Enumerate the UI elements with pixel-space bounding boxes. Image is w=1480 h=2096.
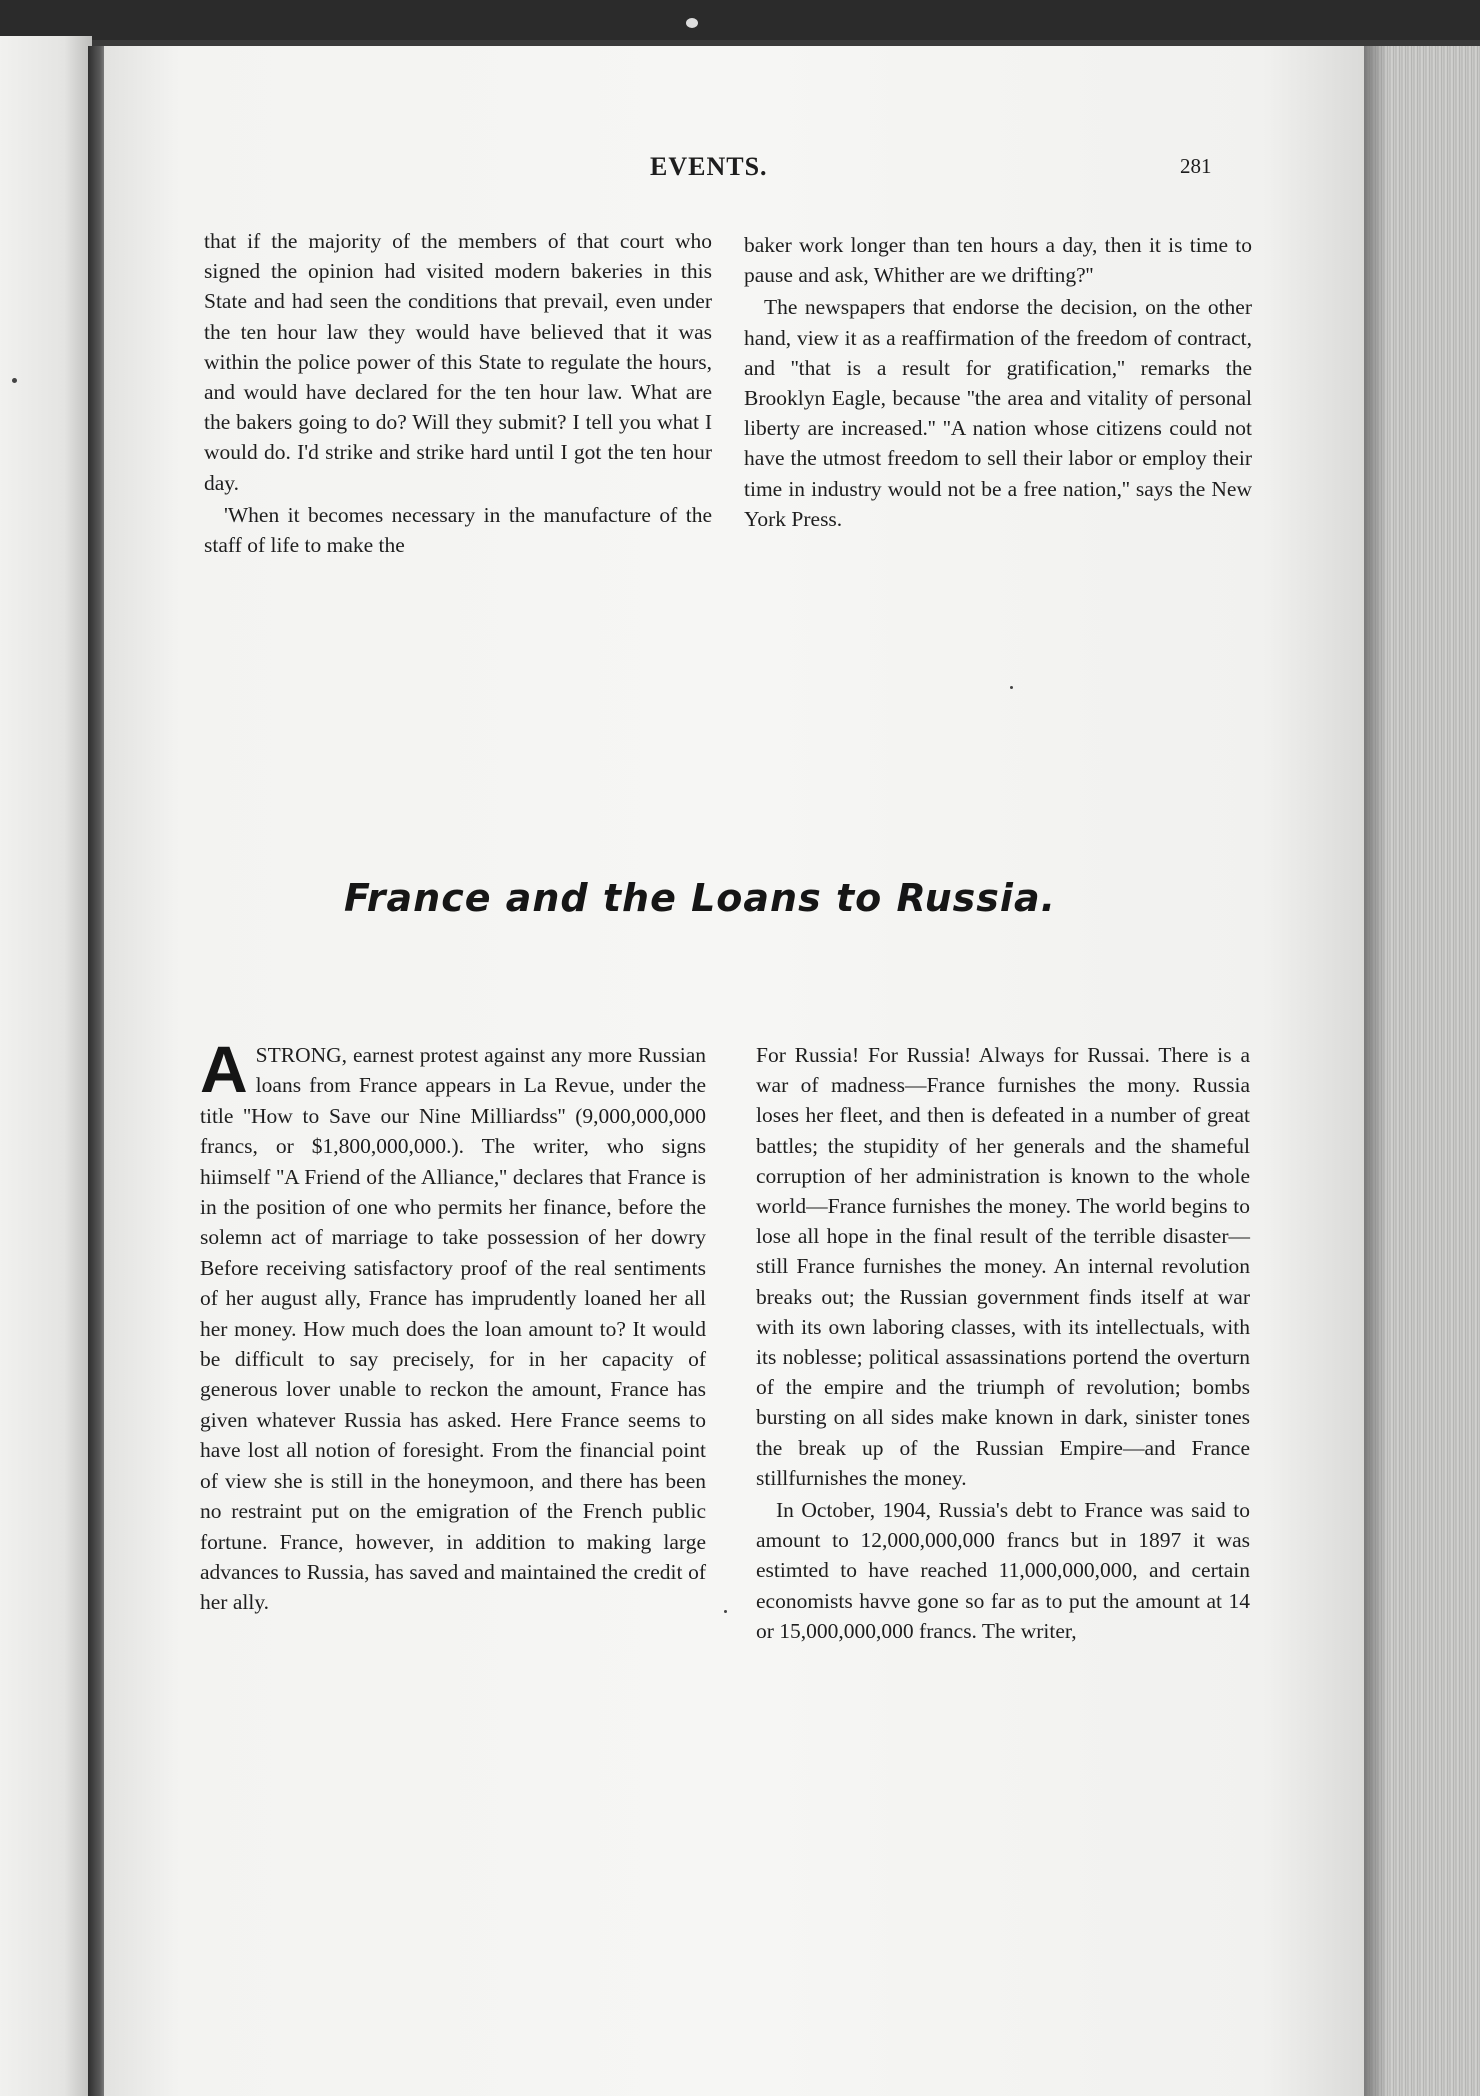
running-head: EVENTS. bbox=[650, 152, 768, 181]
drop-cap: A bbox=[200, 1032, 248, 1106]
paragraph: 'When it becomes necessary in the manufacture of the staff of life to make the bbox=[204, 502, 712, 558]
binding-clip-icon bbox=[686, 18, 698, 28]
scan-speck bbox=[12, 378, 17, 383]
paragraph-text: STRONG, earnest protest against any more Russian loans from France appears in La Revue, under the title ''How to Save our Nine Milliardss'' (9,000,000,000 francs, or $1,800,000,000.). The writer, who signs hiimself ''A Friend of the Alliance,'' declares that France is in the position of one who permits her finance, before the solemn act of marriage to take possession of her dowry Before receiving satisfactory proof of the real sentiments of her august ally, France has imprudently loaned her all her money. How much does the loan amount to? It would be difficult to say precisely, for in her capacity of generous lover unable to reckon the amount, France has given whatever Russia has asked. Here France seems to have lost all notion of foresight. From the financial point of view she is still in the honeymoon, and there has been no restraint put on the emigration of the French public fortune. France, however, in addition to making large advances to Russia, has saved and maintained the credit of her ally. bbox=[200, 1043, 706, 1615]
paragraph bbox=[200, 1032, 706, 1618]
scanner-frame-top bbox=[0, 0, 1480, 40]
article-title: France and the Loans to Russia. bbox=[343, 876, 1057, 920]
paragraph: In October, 1904, Russia's debt to France was said to amount to 12,000,000,000 francs but in 1897 it was estimted to have reached 11,000,000,000, and certain economists havve gone so far as to put the amount at 14 or 15,000,000,000 francs. The writer, bbox=[756, 1498, 1250, 1643]
top-right-column bbox=[744, 230, 1252, 534]
paragraph: baker work longer than ten hours a day, then it is time to pause and ask, Whither are we drifting?'' bbox=[744, 233, 1252, 288]
article-right-column bbox=[756, 1040, 1250, 1646]
paragraph: that if the majority of the members of that court who signed the opinion had visited modern bakeries in this State and had seen the conditions that prevail, even under the ten hour law they would have believed that it was within the police power of this State to regulate the hours, and would have declared for the ten hour law. What are the bakers going to do? Will they submit? I tell you what I would do. I'd strike and strike hard until I got the ten hour day. bbox=[204, 229, 712, 495]
facing-page-edge bbox=[0, 36, 92, 2096]
page-edge-shadow bbox=[1364, 46, 1388, 2096]
top-left-column bbox=[204, 226, 712, 560]
page-number: 281 bbox=[1180, 154, 1212, 178]
article-left-column bbox=[200, 1032, 706, 1618]
paragraph: For Russia! For Russia! Always for Russai. There is a war of madness—France furnishes the mony. Russia loses her fleet, and then is defeated in a number of great battles; the stupidity of her generals and the shameful corruption of her administration is known to the whole world—France furnishes the money. The world begins to lose all hope in the final result of the terrible disaster—still France furnishes the money. An internal revolution breaks out; the Russian government finds itself at war with its own laboring classes, with its intellectuals, with its noblesse; political assassinations portend the overturn of the empire and the triumph of revolution; bombs bursting on all sides make known in dark, sinister tones the break up of the Russian Empire—and France stillfurnishes the money. bbox=[756, 1043, 1250, 1490]
scan-speck bbox=[1010, 686, 1013, 689]
scan-speck bbox=[724, 1610, 727, 1613]
paragraph: The newspapers that endorse the decision, on the other hand, view it as a reaffirmation of the freedom of contract, and ''that is a result for gratification,'' remarks the Brooklyn Eagle, because ''the area and vitality of personal liberty are increased.'' ''A nation whose citizens could not have the utmost freedom to sell their labor or employ their time in industry would not be a free nation,'' says the New York Press. bbox=[744, 295, 1252, 531]
